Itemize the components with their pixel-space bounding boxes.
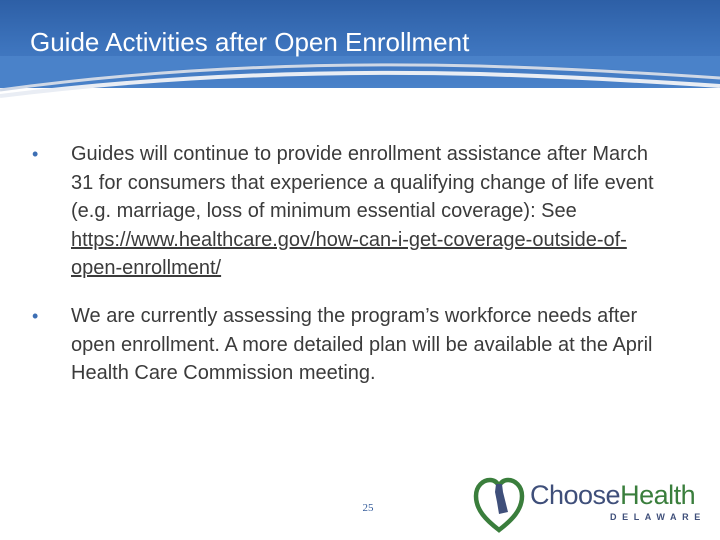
coverage-link[interactable]: https://www.healthcare.gov/how-can-i-get-coverage-outside-of-open-enrollment/ bbox=[71, 228, 627, 280]
bullet-dot-icon: • bbox=[32, 144, 39, 164]
bullet-item bbox=[30, 140, 670, 283]
logo-wordmark bbox=[530, 480, 695, 510]
bullet-item bbox=[30, 302, 670, 388]
bullet-text: Guides will continue to provide enrollment assistance after March 31 for consumers that experience a qualifying change of life event (e.g. marriage, loss of minimum essential coverage): See bbox=[71, 143, 654, 223]
bullet-text: We are currently assessing the program’s workforce needs after open enrollment. A more detailed plan will be available at the April Health Care Commission meeting. bbox=[71, 304, 653, 385]
slide-title: Guide Activities after Open Enrollment bbox=[30, 27, 470, 57]
logo-word-choose: Choose bbox=[530, 480, 621, 510]
bullet-list bbox=[30, 140, 670, 388]
delaware-heart-icon bbox=[472, 474, 526, 534]
page-number: 25 bbox=[362, 502, 374, 514]
choose-health-delaware-logo bbox=[472, 474, 706, 534]
logo-subtitle: DELAWARE bbox=[610, 512, 706, 522]
header-wave-decoration bbox=[0, 56, 720, 116]
logo-word-health: Health bbox=[620, 480, 696, 510]
bullet-dot-icon: • bbox=[32, 305, 39, 326]
